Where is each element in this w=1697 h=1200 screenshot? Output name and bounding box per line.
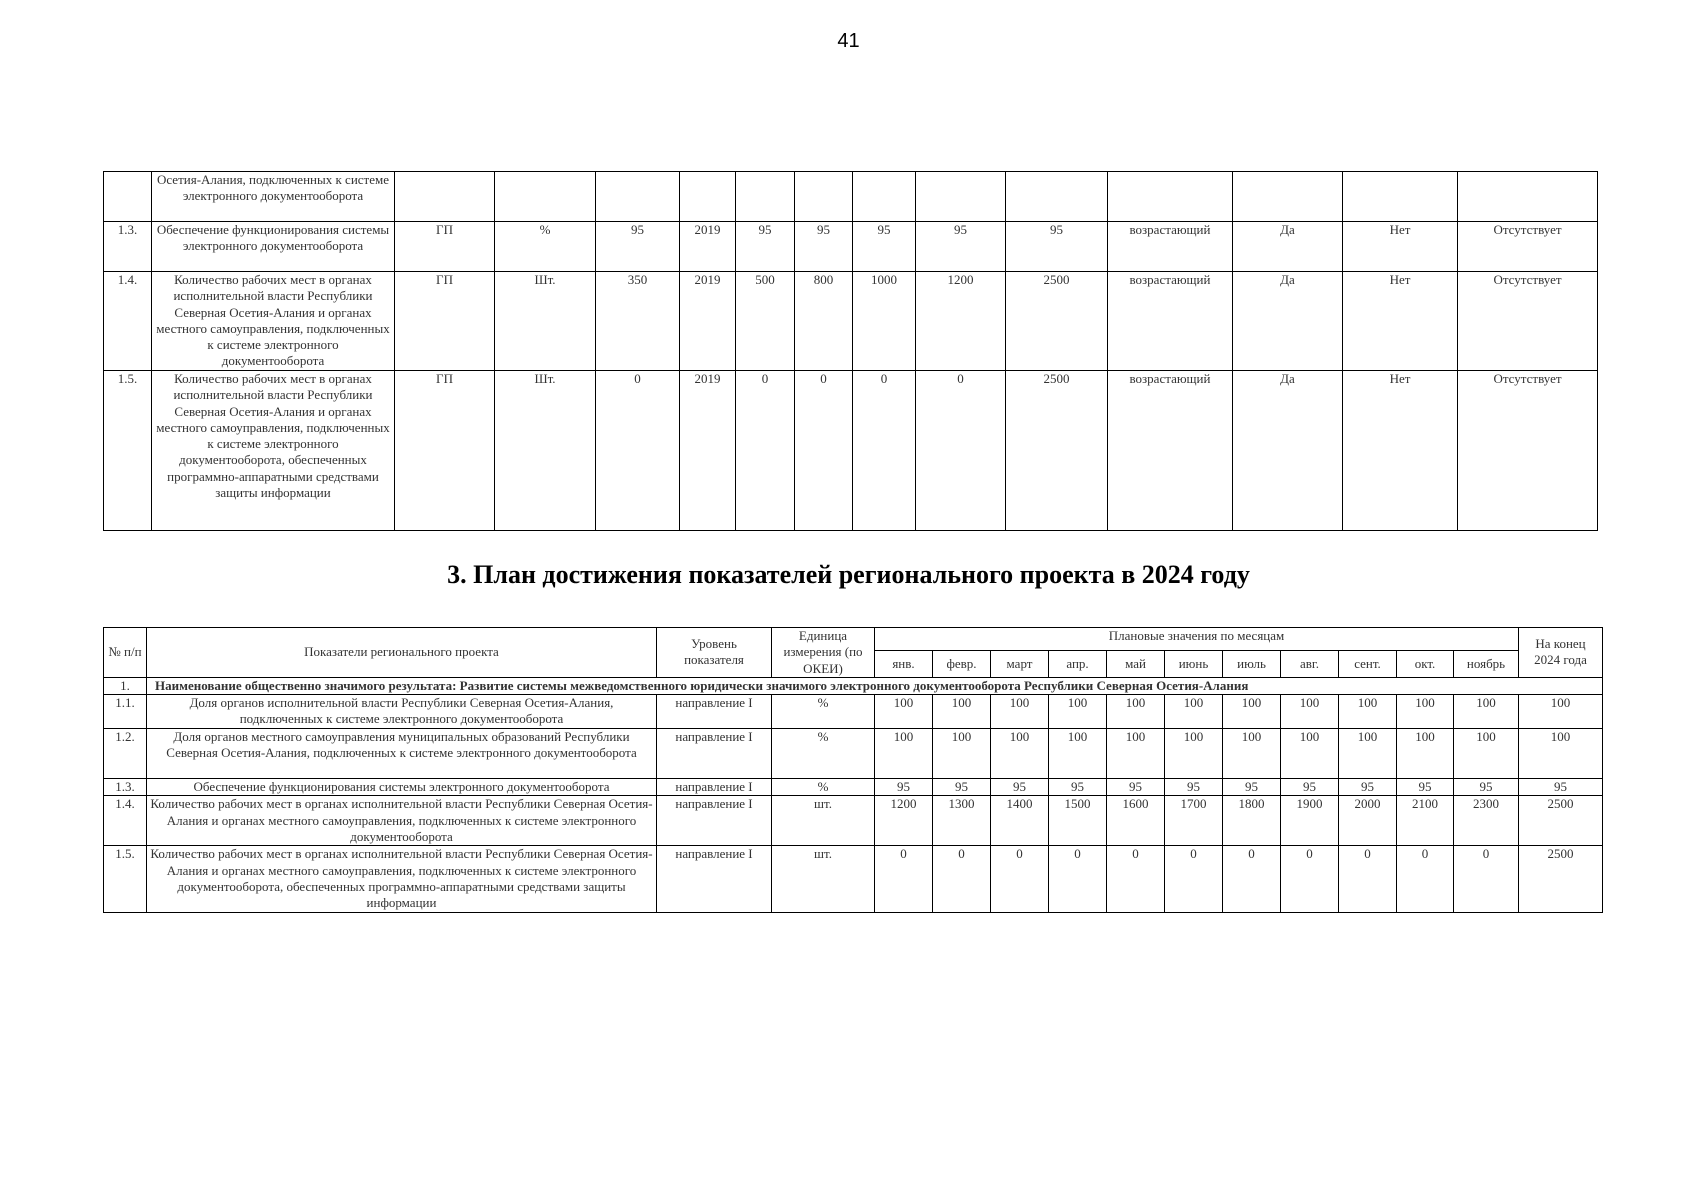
- month-value: 95: [1454, 779, 1519, 796]
- indicator-name: Количество рабочих мест в органах исполнительной власти Республики Северная Осетия-Алания и органах местного самоуправления, подключенных к системе электронного документооборота, обеспеченных программно-аппаратными средствами защиты информации: [152, 371, 395, 531]
- table-row: [104, 796, 1603, 846]
- month-value: 95: [1281, 779, 1339, 796]
- page-number: 41: [837, 30, 860, 52]
- month-value: 0: [1397, 846, 1454, 912]
- row-number: 1.3.: [104, 222, 152, 272]
- month-value: 100: [1049, 695, 1107, 729]
- end-of-year-value: 100: [1519, 729, 1603, 779]
- header-month: март: [991, 650, 1049, 677]
- table-cell: ГП: [395, 371, 495, 531]
- table-cell: Да: [1233, 272, 1343, 371]
- indicator-name: Количество рабочих мест в органах исполнительной власти Республики Северная Осетия-Алания и органах местного самоуправления, подключенных к системе электронного документооборота: [152, 272, 395, 371]
- month-value: 100: [875, 695, 933, 729]
- table-cell: 95: [736, 222, 795, 272]
- header-month: апр.: [1049, 650, 1107, 677]
- table-cell: [495, 172, 596, 222]
- header-month: янв.: [875, 650, 933, 677]
- table-row: [104, 729, 1603, 779]
- month-value: 100: [1339, 729, 1397, 779]
- table-cell: Да: [1233, 371, 1343, 531]
- table-cell: [853, 172, 916, 222]
- table-cell: 95: [1006, 222, 1108, 272]
- row-number: 1.5.: [104, 371, 152, 531]
- table-cell: [916, 172, 1006, 222]
- end-of-year-value: 2500: [1519, 846, 1603, 912]
- month-value: 100: [1165, 695, 1223, 729]
- month-value: 100: [933, 695, 991, 729]
- table-cell: 500: [736, 272, 795, 371]
- table-cell: Шт.: [495, 371, 596, 531]
- month-value: 0: [1107, 846, 1165, 912]
- table-cell: 0: [736, 371, 795, 531]
- month-value: 100: [1165, 729, 1223, 779]
- month-value: 100: [1107, 729, 1165, 779]
- indicator-unit: %: [772, 779, 875, 796]
- table-row: [104, 272, 1598, 371]
- month-value: 95: [875, 779, 933, 796]
- table-cell: 95: [795, 222, 853, 272]
- indicator-name: Количество рабочих мест в органах исполнительной власти Республики Северная Осетия-Алания и органах местного самоуправления, подключенных к системе электронного документооборота: [147, 796, 657, 846]
- indicator-unit: %: [772, 695, 875, 729]
- header-month: сент.: [1339, 650, 1397, 677]
- table-cell: 2500: [1006, 272, 1108, 371]
- end-of-year-value: 100: [1519, 695, 1603, 729]
- header-month: июнь: [1165, 650, 1223, 677]
- table-cell: 2500: [1006, 371, 1108, 531]
- month-value: 95: [1223, 779, 1281, 796]
- table-cell: 0: [795, 371, 853, 531]
- row-number: 1.4.: [104, 272, 152, 371]
- section-title: 3. План достижения показателей регионального проекта в 2024 году: [447, 560, 1250, 589]
- month-value: 0: [875, 846, 933, 912]
- table-cell: Нет: [1343, 222, 1458, 272]
- month-value: 95: [933, 779, 991, 796]
- table-cell: [1458, 172, 1598, 222]
- indicator-name: Осетия-Алания, подключенных к системе электронного документооборота: [152, 172, 395, 222]
- indicator-level: направление I: [657, 695, 772, 729]
- table-cell: Нет: [1343, 272, 1458, 371]
- month-value: 100: [991, 695, 1049, 729]
- header-month: май: [1107, 650, 1165, 677]
- table-cell: [1343, 172, 1458, 222]
- month-value: 100: [1049, 729, 1107, 779]
- month-value: 2100: [1397, 796, 1454, 846]
- header-month: окт.: [1397, 650, 1454, 677]
- end-of-year-value: 95: [1519, 779, 1603, 796]
- row-number: [104, 172, 152, 222]
- table-cell: [596, 172, 680, 222]
- month-value: 0: [991, 846, 1049, 912]
- month-value: 0: [1339, 846, 1397, 912]
- indicator-unit: %: [772, 729, 875, 779]
- table-cell: Нет: [1343, 371, 1458, 531]
- table-cell: 0: [916, 371, 1006, 531]
- header-month: февр.: [933, 650, 991, 677]
- indicator-name: Доля органов местного самоуправления муниципальных образований Республики Северная Осетия-Алания, подключенных к системе электронного документооборота: [147, 729, 657, 779]
- table-cell: Отсутствует: [1458, 272, 1598, 371]
- header-indicator: Показатели регионального проекта: [147, 628, 657, 678]
- month-value: 1200: [875, 796, 933, 846]
- month-value: 0: [1223, 846, 1281, 912]
- month-value: 1300: [933, 796, 991, 846]
- table-cell: возрастающий: [1108, 272, 1233, 371]
- month-value: 95: [1339, 779, 1397, 796]
- month-value: 100: [875, 729, 933, 779]
- month-value: 0: [1281, 846, 1339, 912]
- month-value: 1800: [1223, 796, 1281, 846]
- table-cell: 95: [596, 222, 680, 272]
- table-cell: ГП: [395, 222, 495, 272]
- table-cell: [395, 172, 495, 222]
- header-level: Уровень показателя: [657, 628, 772, 678]
- header-monthly: Плановые значения по месяцам: [875, 628, 1519, 651]
- indicator-name: Количество рабочих мест в органах исполнительной власти Республики Северная Осетия-Алания и органах местного самоуправления, подключенных к системе электронного документооборота, обеспеченных программно-аппаратными средствами защиты информации: [147, 846, 657, 912]
- table-cell: 350: [596, 272, 680, 371]
- month-value: 100: [991, 729, 1049, 779]
- header-month: ноябрь: [1454, 650, 1519, 677]
- month-value: 100: [1281, 729, 1339, 779]
- indicator-level: направление I: [657, 796, 772, 846]
- row-number: 1.4.: [104, 796, 147, 846]
- month-value: 100: [933, 729, 991, 779]
- month-value: 1400: [991, 796, 1049, 846]
- month-value: 100: [1223, 729, 1281, 779]
- header-end-of-year: На конец 2024 года: [1519, 628, 1603, 678]
- row-number: 1.5.: [104, 846, 147, 912]
- group-title: Наименование общественно значимого результата: Развитие системы межведомственного юридически значимого электронного документооборота Республики Северная Осетия-Алания: [147, 677, 1603, 694]
- row-number: 1.3.: [104, 779, 147, 796]
- header-month: июль: [1223, 650, 1281, 677]
- month-value: 100: [1281, 695, 1339, 729]
- month-value: 0: [1049, 846, 1107, 912]
- indicator-level: направление I: [657, 846, 772, 912]
- indicator-name: Обеспечение функционирования системы электронного документооборота: [152, 222, 395, 272]
- table-cell: [1233, 172, 1343, 222]
- month-value: 2300: [1454, 796, 1519, 846]
- table-cell: 1200: [916, 272, 1006, 371]
- table-row: [104, 172, 1598, 222]
- table-cell: 95: [916, 222, 1006, 272]
- row-number: 1.: [104, 677, 147, 694]
- header-unit: Единица измерения (по ОКЕИ): [772, 628, 875, 678]
- month-value: 2000: [1339, 796, 1397, 846]
- table-cell: 2019: [680, 222, 736, 272]
- table-cell: Отсутствует: [1458, 371, 1598, 531]
- table-cell: 0: [853, 371, 916, 531]
- table-cell: возрастающий: [1108, 371, 1233, 531]
- month-value: 95: [991, 779, 1049, 796]
- month-value: 100: [1454, 729, 1519, 779]
- indicator-name: Доля органов исполнительной власти Республики Северная Осетия-Алания, подключенных к системе электронного документооборота: [147, 695, 657, 729]
- month-value: 1700: [1165, 796, 1223, 846]
- table-cell: 0: [596, 371, 680, 531]
- group-row: [104, 677, 1603, 694]
- table-cell: Шт.: [495, 272, 596, 371]
- month-value: 0: [1454, 846, 1519, 912]
- table-cell: ГП: [395, 272, 495, 371]
- indicators-table-continued: [103, 171, 1598, 531]
- indicator-level: направление I: [657, 779, 772, 796]
- table-row: [104, 222, 1598, 272]
- table-cell: [736, 172, 795, 222]
- month-value: 0: [1165, 846, 1223, 912]
- table-cell: [795, 172, 853, 222]
- indicator-level: направление I: [657, 729, 772, 779]
- table-cell: 2019: [680, 371, 736, 531]
- row-number: 1.1.: [104, 695, 147, 729]
- table-row: [104, 846, 1603, 912]
- month-value: 100: [1223, 695, 1281, 729]
- row-number: 1.2.: [104, 729, 147, 779]
- month-value: 1600: [1107, 796, 1165, 846]
- table-cell: [1108, 172, 1233, 222]
- table-cell: 800: [795, 272, 853, 371]
- table-row: [104, 371, 1598, 531]
- month-value: 95: [1107, 779, 1165, 796]
- indicator-unit: шт.: [772, 846, 875, 912]
- table-cell: %: [495, 222, 596, 272]
- table-cell: Отсутствует: [1458, 222, 1598, 272]
- indicator-unit: шт.: [772, 796, 875, 846]
- month-value: 95: [1397, 779, 1454, 796]
- month-value: 1900: [1281, 796, 1339, 846]
- header-num: № п/п: [104, 628, 147, 678]
- month-value: 95: [1049, 779, 1107, 796]
- month-value: 95: [1165, 779, 1223, 796]
- month-value: 100: [1107, 695, 1165, 729]
- indicator-name: Обеспечение функционирования системы электронного документооборота: [147, 779, 657, 796]
- table-cell: 95: [853, 222, 916, 272]
- table-cell: [680, 172, 736, 222]
- end-of-year-value: 2500: [1519, 796, 1603, 846]
- plan-table-2024: [103, 627, 1603, 913]
- table-row: [104, 695, 1603, 729]
- table-cell: [1006, 172, 1108, 222]
- month-value: 100: [1397, 729, 1454, 779]
- month-value: 100: [1397, 695, 1454, 729]
- table-cell: 1000: [853, 272, 916, 371]
- table-row: [104, 779, 1603, 796]
- table-cell: Да: [1233, 222, 1343, 272]
- month-value: 100: [1339, 695, 1397, 729]
- month-value: 0: [933, 846, 991, 912]
- table-cell: возрастающий: [1108, 222, 1233, 272]
- header-month: авг.: [1281, 650, 1339, 677]
- month-value: 1500: [1049, 796, 1107, 846]
- table-cell: 2019: [680, 272, 736, 371]
- month-value: 100: [1454, 695, 1519, 729]
